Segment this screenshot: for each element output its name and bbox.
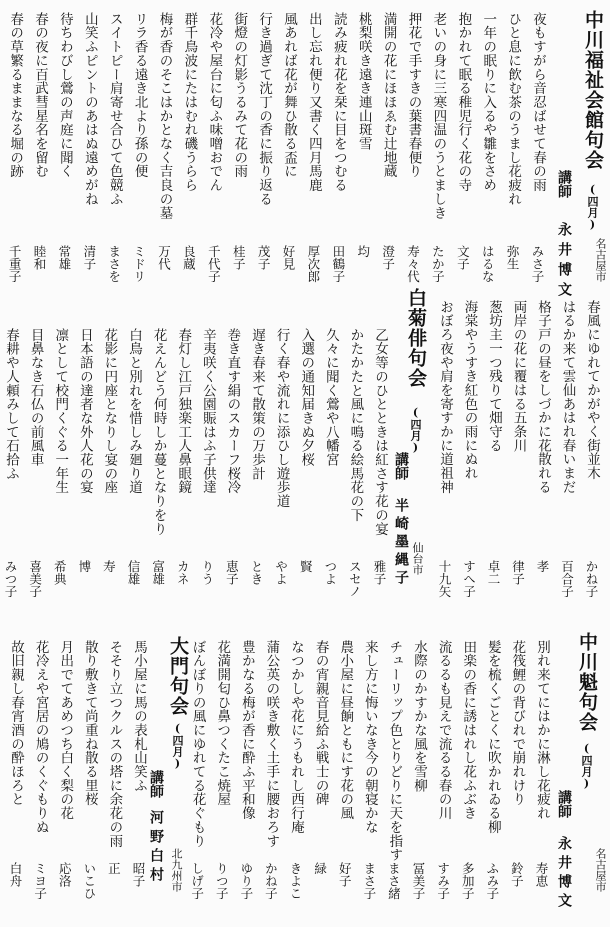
- haiku-author: 喜美子: [27, 560, 43, 598]
- haiku-text: 馬小屋に馬の表札山笑ふ: [131, 640, 147, 793]
- haiku-text: 行き過ぎて沈丁の香に振り返る: [256, 12, 273, 206]
- haiku-author: 正: [106, 862, 122, 875]
- haiku-author: 万代: [156, 245, 172, 270]
- haiku-text: 久々に聞く鶯や八幡宮: [322, 328, 339, 467]
- haiku-author: ミドリ: [131, 245, 147, 283]
- haiku-text: 花えんどう何時しか蔓となりをり: [150, 328, 167, 536]
- sakigake-city: 名古屋市: [594, 848, 607, 892]
- haiku-author: 千重子: [7, 245, 23, 283]
- haiku-text: 群千鳥波にたはむれ磯うらら: [181, 12, 198, 193]
- haiku-author: りう: [199, 560, 215, 585]
- haiku-author: 緑: [312, 862, 328, 875]
- haiku-text: 花満開匂ひ鼻つくたこ焼屋: [214, 640, 231, 807]
- haiku-author: みさ子: [530, 245, 545, 283]
- haiku-author: 弥生: [505, 245, 521, 270]
- haiku-text: 両岸の花に覆はる五条川: [510, 300, 527, 453]
- haiku-text: スイトピー肩寄せ合ひて色競ふ: [106, 12, 123, 206]
- haiku-text: 入選の通知届きぬ夕桜: [298, 328, 315, 467]
- haiku-text: 押花で手すきの葉書春便り: [405, 12, 422, 179]
- haiku-author: とき: [249, 560, 264, 585]
- haiku-text: 出し忘れ便り又書く四月馬鹿: [305, 12, 322, 193]
- haiku-text: そそり立つクルスの塔に余花の雨: [106, 640, 123, 848]
- haiku-author: 百合子: [559, 560, 575, 598]
- haiku-author: 文子: [455, 245, 471, 270]
- haiku-text: 流るるも見えで流るる春の川: [435, 640, 452, 821]
- haiku-text: チューリップ色とりどりに天を指す: [386, 640, 403, 862]
- haiku-author: しげ子: [189, 862, 205, 900]
- haiku-text: 街燈の灯影うるみて花の雨: [231, 12, 248, 179]
- haiku-text: 花冷や屋台に匂ふ味噌おでん: [206, 12, 223, 193]
- haiku-author: 賢: [298, 560, 314, 573]
- daimon-lecturer: 河野白村: [148, 810, 164, 886]
- shiragiku-city: 仙台市: [411, 542, 424, 575]
- haiku-author: 富雄: [150, 560, 166, 585]
- haiku-text: 花影に円座となりし宴の座: [101, 328, 118, 495]
- haiku-author: 厚次郎: [305, 245, 321, 283]
- haiku-text: 待ちわびし鶯の声庭に聞く: [56, 12, 73, 179]
- haiku-text: 田楽の香に誘はれし花ふぶき: [460, 640, 477, 821]
- haiku-author: 桂子: [231, 245, 247, 270]
- fukushi-lecturer: 永井博文: [556, 222, 572, 302]
- haiku-text: 春灯し江戸独楽工人鼻眼鏡: [175, 328, 192, 495]
- haiku-text: 凛として校門くぐる一年生: [52, 328, 69, 495]
- haiku-text: 蒲公英の咲き敷く土手に腰おろす: [263, 640, 280, 848]
- haiku-text: 巻き直す絹のスカーフ桜冷: [224, 328, 241, 495]
- haiku-author: 田鶴子: [330, 245, 346, 283]
- haiku-author: 孝: [535, 560, 550, 573]
- haiku-author: 多加子: [460, 862, 476, 900]
- shiragiku-title: 白菊俳句会: [405, 288, 427, 388]
- haiku-author: ふみ子: [484, 862, 500, 900]
- haiku-author: 雅子: [372, 560, 387, 585]
- haiku-text: 乙女等のひとときは紅さす花の宴: [372, 328, 388, 536]
- haiku-author: 千代子: [206, 245, 222, 283]
- haiku-text: 来し方に悔いなき今の朝寝かな: [361, 640, 378, 834]
- haiku-text: 桃梨咲き遠き連山斑雪: [355, 12, 372, 151]
- haiku-author: 応洛: [57, 862, 73, 887]
- shiragiku-month: (四月): [409, 406, 422, 454]
- haiku-text: 春の草繁るままなる堀の跡: [7, 12, 24, 179]
- haiku-author: 博: [76, 560, 92, 573]
- haiku-text: 月出でてあめつち白く梨の花: [57, 640, 74, 821]
- haiku-author: 清子: [81, 245, 97, 270]
- haiku-author: りつ子: [214, 862, 230, 900]
- haiku-author: 白舟: [8, 862, 23, 887]
- haiku-text: なつかしや花にうもれし西行庵: [288, 640, 304, 834]
- haiku-text: 葱坊主一つ残りて畑守る: [486, 300, 502, 453]
- haiku-author: 澄子: [380, 245, 396, 270]
- haiku-text: 読み疲れ花を栞に目をつむる: [330, 12, 347, 193]
- haiku-author: 寿恵: [534, 862, 549, 887]
- fukushi-month: (四月): [586, 183, 599, 231]
- haiku-text: 格子戸の昼をしづかに花散れる: [535, 300, 551, 494]
- haiku-author: スセノ: [347, 560, 363, 598]
- haiku-author: 好見: [281, 245, 296, 270]
- haiku-text: 春風にゆれてかがやく街並木: [584, 300, 600, 481]
- haiku-author: 良蔵: [181, 245, 197, 270]
- haiku-author: まさを: [106, 245, 122, 283]
- daimon-month: (四月): [171, 722, 184, 770]
- haiku-author: 好子: [337, 862, 353, 887]
- haiku-text: 辛夷咲く公園賑はふ子供達: [199, 328, 216, 495]
- haiku-text: 風あれば花が舞ひ散る盃に: [281, 12, 297, 179]
- haiku-author: 常雄: [56, 245, 72, 270]
- haiku-text: 春の宵親音見給ふ戦士の碑: [312, 640, 329, 807]
- fukushi-city: 名古屋市: [594, 238, 607, 282]
- haiku-author: かね子: [584, 560, 599, 598]
- haiku-author: みつ子: [3, 560, 18, 598]
- haiku-text: 抱かれて眠る稚児行く花の寺: [455, 12, 472, 193]
- haiku-text: 豊かなる梅が香に酔ふ平和像: [238, 640, 255, 821]
- sakigake-lecturer: 永井博文: [556, 836, 572, 912]
- haiku-author: いこひ: [81, 862, 97, 900]
- haiku-author: 律子: [510, 560, 526, 585]
- haiku-author: 信雄: [126, 560, 141, 585]
- daimon-lecturer-label: 講師: [148, 770, 164, 798]
- haiku-text: はるか来て雲仙あはれ春いまだ: [559, 300, 576, 494]
- haiku-text: 別れ来てにはかに淋し花疲れ: [534, 640, 550, 821]
- haiku-author: ゆり子: [238, 862, 254, 900]
- haiku-text: 夜もすがら音忍ばせて春の雨: [530, 12, 546, 193]
- haiku-author: 希典: [52, 560, 68, 585]
- haiku-author: まさ緒: [386, 862, 402, 900]
- haiku-author: 鈴子: [509, 862, 525, 887]
- haiku-text: 一年の眠りに入るや雛をさめ: [480, 12, 497, 193]
- haiku-text: 春耕や人頼みして石拾ふ: [3, 328, 19, 481]
- haiku-author: 恵子: [224, 560, 240, 585]
- haiku-text: 水際のかすかな風を雪柳: [411, 640, 427, 793]
- shiragiku-lecturer-label: 講師: [393, 452, 409, 480]
- daimon-title: 大門句会: [167, 636, 189, 716]
- haiku-text: 老いの身に三寒四温のうとましき: [430, 12, 447, 220]
- haiku-author: きよこ: [288, 862, 303, 900]
- haiku-author: ミヨ子: [32, 862, 48, 900]
- haiku-text: 行く春や流れに添ひし遊歩道: [273, 328, 290, 509]
- haiku-text: 花冷えや宮居の鳩のくぐもりぬ: [32, 640, 49, 834]
- haiku-author: はるな: [480, 245, 496, 283]
- haiku-text: かたかたと風に鳴る絵馬花の下: [347, 328, 364, 522]
- haiku-author: やよ: [273, 560, 289, 585]
- haiku-author: 卓二: [486, 560, 501, 585]
- fukushi-title: 中川福祉会館句会: [582, 10, 604, 170]
- haiku-author: かね子: [263, 862, 279, 900]
- fukushi-lecturer-label: 講師: [556, 170, 572, 198]
- shiragiku-lecturer: 半崎墨縄子: [393, 498, 409, 588]
- haiku-author: 睦和: [32, 245, 47, 270]
- haiku-text: ぼんぼりの風にゆれてる花ぐもり: [189, 640, 206, 848]
- haiku-text: 春の夜に百武彗星名を留む: [32, 12, 48, 179]
- haiku-text: 満開の花にほほゑむ辻地蔵: [380, 12, 397, 179]
- haiku-text: 日本語の達者な外人花の宴: [76, 328, 93, 495]
- haiku-author: すみ子: [435, 862, 451, 900]
- haiku-text: 農小屋に昼餉ともにす花の風: [337, 640, 354, 821]
- haiku-author: 寿: [101, 560, 117, 573]
- haiku-text: おぼろ夜や肩を寄すかに道祖神: [437, 300, 453, 494]
- haiku-author: 昭子: [131, 862, 146, 887]
- haiku-author: すへ子: [461, 560, 477, 598]
- haiku-author: 均: [355, 245, 371, 258]
- haiku-text: ひと息に飲む茶のうまし花疲れ: [505, 12, 522, 206]
- haiku-text: 山笑ふピントのあはぬ遠めがね: [81, 12, 98, 206]
- haiku-author: つよ: [322, 560, 338, 585]
- haiku-author: カネ: [175, 560, 191, 585]
- daimon-city: 北九州市: [170, 848, 183, 892]
- haiku-text: 白鳥と別れを惜しみ廻り道: [126, 328, 142, 495]
- haiku-text: 花筏鯉の背びれで崩れけり: [509, 640, 526, 807]
- haiku-author: たか子: [430, 245, 446, 283]
- haiku-author: 十九矢: [437, 560, 452, 598]
- sakigake-title: 中川魁句会: [576, 632, 598, 732]
- haiku-text: 散り敷きて尚重ね散る里桜: [81, 640, 98, 807]
- haiku-text: リラ香る遠き北より孫の便: [131, 12, 148, 179]
- haiku-text: 海棠やうすき紅色の雨にぬれ: [461, 300, 478, 481]
- haiku-text: 遅き春来て散策の万歩計: [249, 328, 265, 481]
- haiku-author: 寿々代: [405, 245, 421, 283]
- haiku-author: 茂子: [256, 245, 272, 270]
- haiku-text: 髪を梳くごとくに吹かれゐる柳: [484, 640, 501, 834]
- sakigake-lecturer-label: 講師: [556, 790, 572, 818]
- haiku-text: 目鼻なき石仏の前風車: [27, 328, 44, 467]
- haiku-author: まさ子: [361, 862, 377, 900]
- haiku-text: 故旧親し春宵酒の酔ほろと: [8, 640, 24, 807]
- haiku-author: 冨美子: [411, 862, 426, 900]
- sakigake-month: (四月): [580, 742, 593, 790]
- haiku-text: 梅が香のそこはかとなく吉良の墓: [156, 12, 173, 220]
